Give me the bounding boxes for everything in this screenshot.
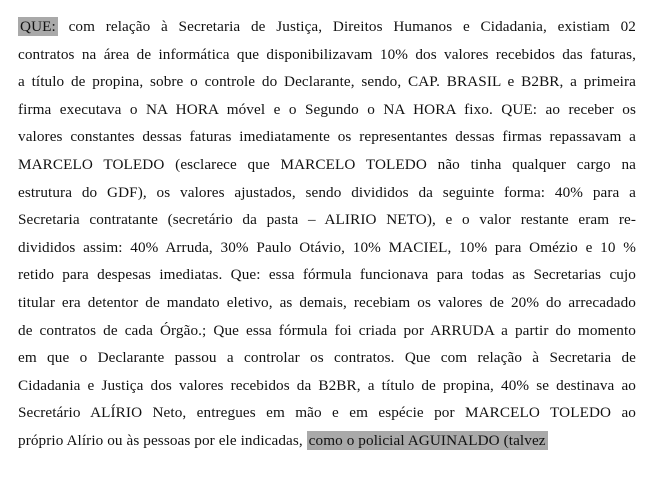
text-segment: divididos assim: 40% Arruda, 30% Paulo Otávio, 10% MACIEL, 10% para Omézio e 10 % bbox=[18, 238, 636, 256]
text-segment: com relação à Secretaria de Justiça, Direitos Humanos e Cidadania, existiam 02 bbox=[57, 18, 636, 35]
text-segment: Secretário ALÍRIO Neto, entregues em mão e em espécie por MARCELO TOLEDO ao bbox=[18, 404, 636, 422]
text-line bbox=[18, 13, 636, 41]
highlighted-text: como o policial AGUINALDO (talvez bbox=[308, 431, 546, 449]
text-segment: contratos na área de informática que disponibilizavam 10% dos valores recebidos das faturas, bbox=[18, 45, 636, 63]
text-segment: próprio Alírio ou às pessoas por ele indicadas, bbox=[18, 431, 307, 449]
text-segment: retido para despesas imediatas. Que: essa fórmula funcionava para todas as Secretarias cujo bbox=[18, 266, 636, 284]
text-segment: firma executava o NA HORA móvel e o Segundo o NA HORA fixo. QUE: ao receber os bbox=[18, 100, 636, 118]
text-line bbox=[18, 344, 636, 372]
document-body bbox=[18, 13, 636, 455]
text-line bbox=[18, 123, 636, 151]
text-line bbox=[18, 372, 636, 400]
text-line bbox=[18, 317, 636, 345]
text-segment: MARCELO TOLEDO (esclarece que MARCELO TOLEDO não tinha qualquer cargo na bbox=[18, 155, 636, 173]
text-segment: titular era detentor de mandato eletivo, as demais, recebiam os valores de 20% do arrecadado bbox=[18, 293, 636, 311]
text-line bbox=[18, 206, 636, 234]
text-segment: valores constantes dessas faturas imediatamente os representantes dessas firmas repassavam a bbox=[18, 128, 636, 146]
highlighted-text: QUE: bbox=[20, 18, 56, 35]
text-segment: Secretaria contratante (secretário da pasta – ALIRIO NETO), e o valor restante eram re- bbox=[18, 211, 636, 229]
text-line bbox=[18, 96, 636, 124]
text-segment: Cidadania e Justiça dos valores recebidos da B2BR, a título de propina, 40% se destinava ao bbox=[18, 376, 636, 394]
text-segment: a título de propina, sobre o controle do Declarante, sendo, CAP. BRASIL e B2BR, a primeira bbox=[18, 73, 636, 91]
text-line bbox=[18, 68, 636, 96]
text-line bbox=[18, 427, 636, 455]
text-segment: de contratos de cada Órgão.; Que essa fórmula foi criada por ARRUDA a partir do momento bbox=[18, 321, 636, 339]
text-line bbox=[18, 234, 636, 262]
text-line bbox=[18, 179, 636, 207]
text-line bbox=[18, 399, 636, 427]
text-segment: em que o Declarante passou a controlar os contratos. Que com relação à Secretaria de bbox=[18, 349, 636, 367]
text-line bbox=[18, 41, 636, 69]
text-segment: estrutura do GDF), os valores ajustados, sendo divididos da seguinte forma: 40% para a bbox=[18, 183, 636, 201]
text-line bbox=[18, 151, 636, 179]
text-line bbox=[18, 289, 636, 317]
text-line bbox=[18, 261, 636, 289]
